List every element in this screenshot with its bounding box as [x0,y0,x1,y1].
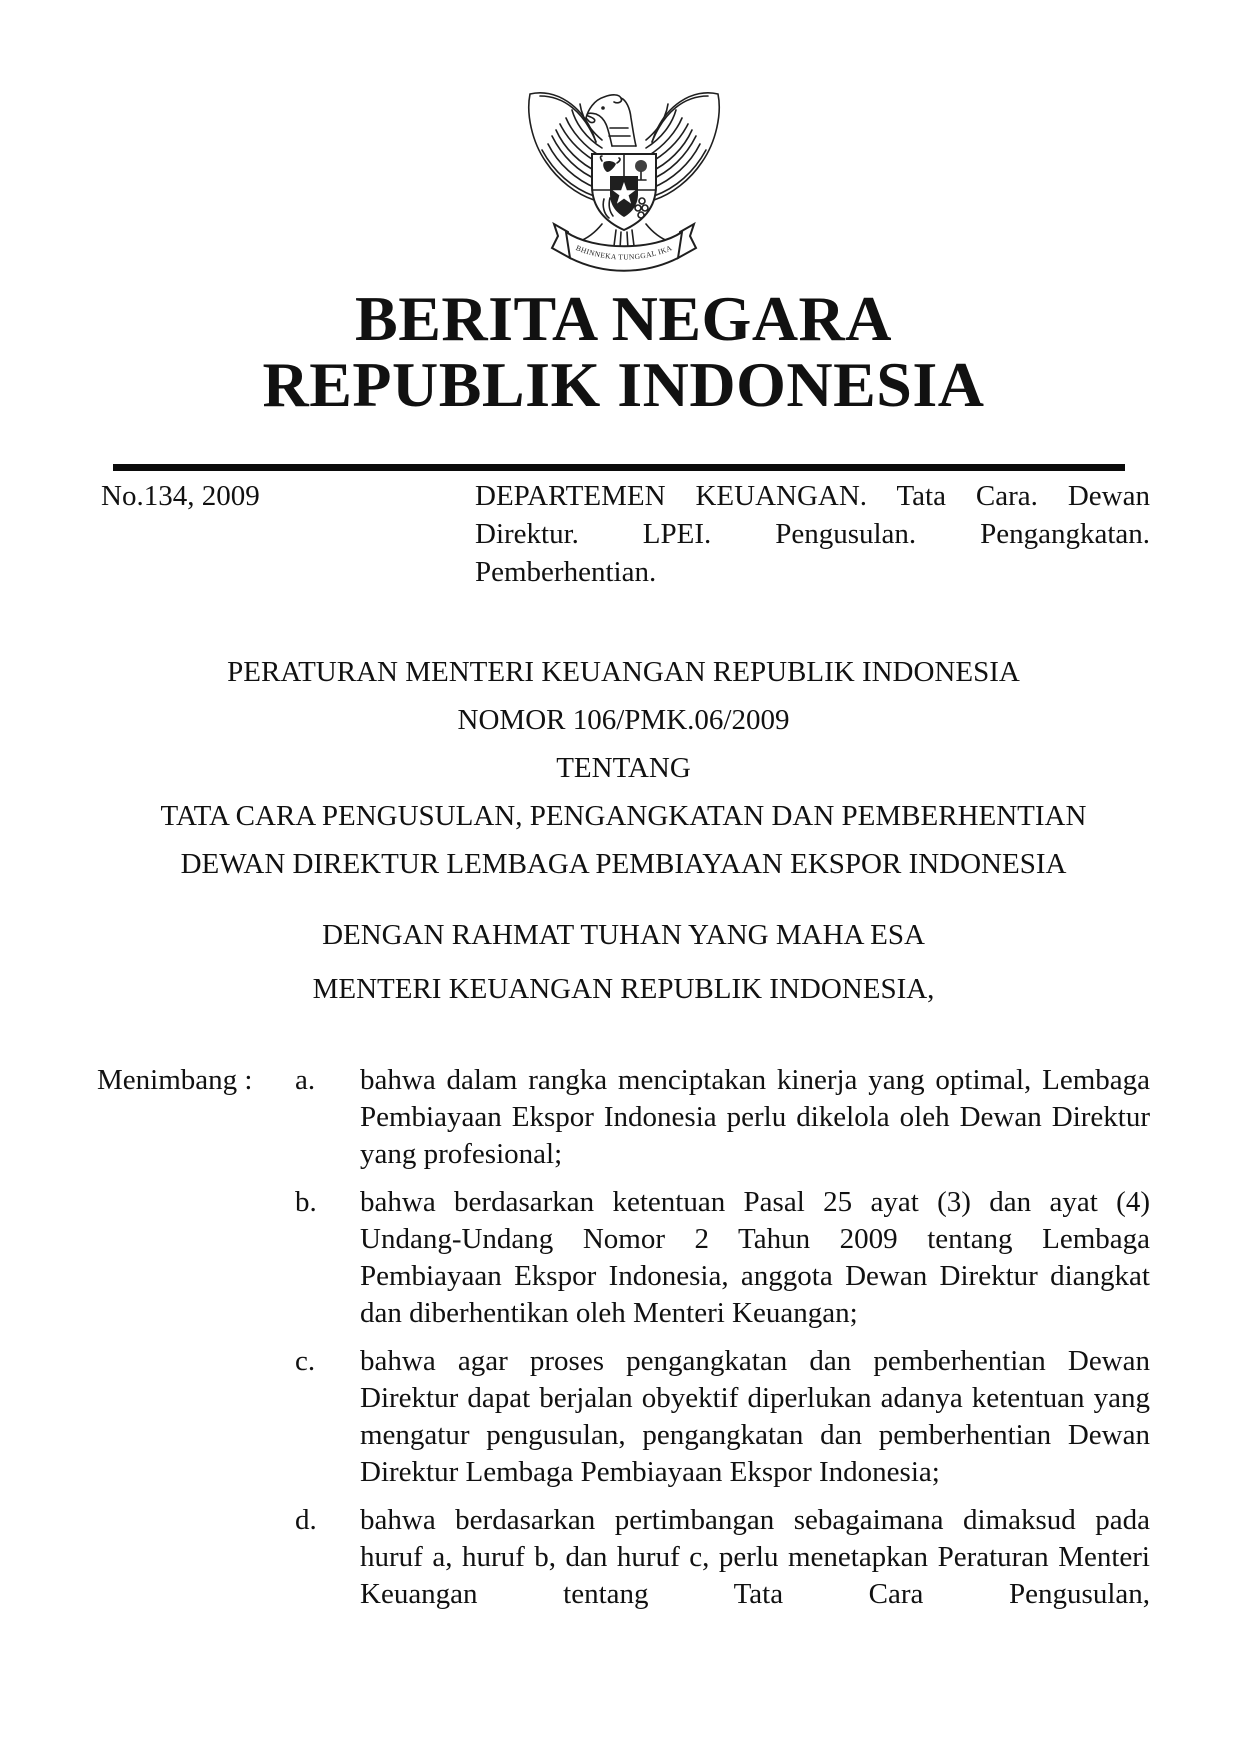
considerations-section [97,1062,1150,1624]
regulation-number: NOMOR 106/PMK.06/2009 [457,704,790,736]
regulation-title-line1: PERATURAN MENTERI KEUANGAN REPUBLIK INDONESIA [227,656,1020,688]
item-text: bahwa dalam rangka menciptakan kinerja yang optimal, Lembaga Pembiayaan Ekspor Indonesia perlu dikelola oleh Dewan Direktur yang profesional; [360,1064,1150,1170]
consideration-item [295,1343,1150,1491]
masthead-divider [113,464,1125,471]
motto-text: BHINNEKA TUNGGAL IKA [574,243,673,262]
gazette-header-row [97,477,1150,591]
invocation-line2: MENTERI KEUANGAN REPUBLIK INDONESIA, [312,973,935,1005]
considerations-label: Menimbang : [97,1064,253,1096]
gazette-title [97,283,1150,420]
garuda-pancasila-emblem [524,84,724,274]
regulation-title-block [97,648,1150,888]
subject-index: DEPARTEMEN KEUANGAN. Tata Cara. Dewan Direktur. LPEI. Pengusulan. Pengangkatan. Pemberhentian. [475,480,1150,588]
garuda-head [586,95,636,146]
consideration-item [295,1062,1150,1173]
item-text: bahwa berdasarkan pertimbangan sebagaimana dimaksud pada huruf a, huruf b, dan huruf c, perlu menetapkan Peraturan Menteri Keuangan tentang Tata Cara Pengusulan, [360,1504,1150,1610]
regulation-subject-line1: TATA CARA PENGUSULAN, PENGANGKATAN DAN PEMBERHENTIAN [160,800,1087,832]
item-marker: a. [295,1064,316,1096]
consideration-item [295,1502,1150,1613]
considerations-list [295,1062,1150,1624]
invocation-line1: DENGAN RAHMAT TUHAN YANG MAHA ESA [322,919,925,951]
item-marker: b. [295,1186,317,1218]
issue-number: No.134, 2009 [101,480,260,512]
emblem-container [97,0,1150,274]
gazette-title-line2: REPUBLIK INDONESIA [262,349,985,420]
item-marker: c. [295,1345,316,1377]
consideration-item [295,1184,1150,1332]
item-text: bahwa agar proses pengangkatan dan pemberhentian Dewan Direktur dapat berjalan obyektif diperlukan adanya ketentuan yang mengatur pengusulan, pengangkatan dan pemberhentian Dewan Direktur Lembaga Pembiayaan Ekspor Indonesia; [360,1345,1150,1488]
regulation-subject-line2: DEWAN DIREKTUR LEMBAGA PEMBIAYAAN EKSPOR INDONESIA [180,848,1067,880]
item-marker: d. [295,1504,317,1536]
tentang-label: TENTANG [556,752,691,784]
pancasila-shield [592,154,656,230]
item-text: bahwa berdasarkan ketentuan Pasal 25 ayat (3) dan ayat (4) Undang-Undang Nomor 2 Tahun 2009 tentang Lembaga Pembiayaan Ekspor Indonesia, anggota Dewan Direktur diangkat dan diberhentikan oleh Menteri Keuangan; [360,1186,1150,1329]
invocation-block [97,908,1150,1016]
gazette-title-line1: BERITA NEGARA [355,283,892,354]
